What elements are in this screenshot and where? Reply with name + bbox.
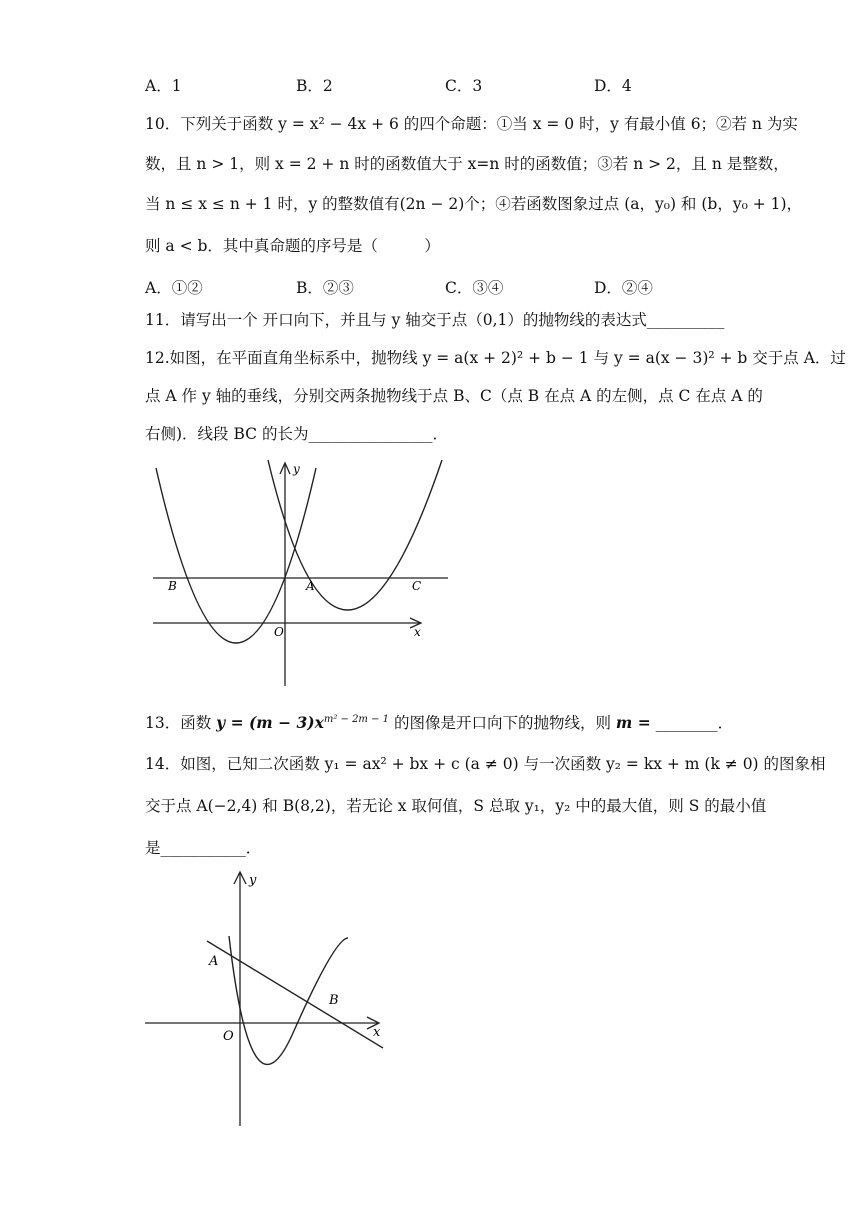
q9-option-b: B．2 xyxy=(296,77,333,95)
q13-exponent: m² − 2m − 1 xyxy=(323,714,390,725)
q13-prefix: 13．函数 xyxy=(145,714,212,733)
q12-point-b-label: B xyxy=(168,579,177,593)
q12-x-label: x xyxy=(414,625,421,639)
q12-point-c-label: C xyxy=(412,579,422,593)
q10-option-c: C．③④ xyxy=(445,279,504,297)
q13-suffix: 的图像是开口向下的抛物线，则 xyxy=(393,714,611,733)
q12-y-label: y xyxy=(293,462,300,476)
q14-line-1: 14．如图，已知二次函数 y₁ = ax² + bx + c (a ≠ 0) 与一次函数 y₂ = kx + m (k ≠ 0) 的图象相 xyxy=(145,755,826,773)
q12-line-2: 点 A 作 y 轴的垂线，分别交两条抛物线于点 B、C（点 B 在点 A 的左侧，点 C 在点 A 的 xyxy=(145,387,763,405)
q12-left-parabola xyxy=(156,468,316,643)
q12-line-3: 右侧)．线段 BC 的长为________________． xyxy=(145,425,448,443)
q14-x-label: x xyxy=(373,1025,381,1040)
q10-line-3: 当 n ≤ x ≤ n + 1 时，y 的整数值有(2n − 2)个；④若函数图象过点 (a，y₀) 和 (b，y₀ + 1)， xyxy=(145,195,803,213)
q14-origin-label: O xyxy=(223,1029,234,1044)
q12-line-1: 12.如图，在平面直角坐标系中，抛物线 y = a(x + 2)² + b − 1 与 y = a(x − 3)² + b 交于点 A．过 xyxy=(145,349,846,367)
q9-option-c: C．3 xyxy=(445,77,483,95)
q10-line-1: 10．下列关于函数 y = x² − 4x + 6 的四个命题：①当 x = 0 时，y 有最小值 6；②若 n 为实 xyxy=(145,115,798,133)
q14-point-a-label: A xyxy=(209,954,219,969)
q12-origin-label: O xyxy=(274,625,284,639)
q10-option-b: B．②③ xyxy=(296,279,354,297)
q14-line-2: 交于点 A(−2,4) 和 B(8,2)，若无论 x 取何值，S 总取 y₁，y₂ 中的最大值，则 S 的最小值 xyxy=(145,797,767,815)
q12-figure xyxy=(148,458,458,690)
q14-line-3: 是___________． xyxy=(145,839,262,857)
q14-y-label: y xyxy=(249,873,257,888)
question-13 xyxy=(145,710,733,733)
q10-line-2: 数，且 n > 1，则 x = 2 + n 时的函数值大于 x=n 时的函数值；③若 n > 2，且 n 是整数， xyxy=(145,155,789,173)
q13-answer-var: m = xyxy=(615,713,651,733)
q10-option-d: D．②④ xyxy=(594,279,653,297)
q14-figure xyxy=(143,868,393,1130)
q14-point-b-label: B xyxy=(329,993,339,1008)
q12-point-a-label: A xyxy=(306,579,315,593)
q10-line-4: 则 a < b．其中真命题的序号是（ ） xyxy=(145,237,440,255)
q9-option-d: D．4 xyxy=(594,77,632,95)
question-11: 11．请写出一个 开口向下，并且与 y 轴交于点（0,1）的抛物线的表达式__________ xyxy=(145,311,725,329)
q10-option-a: A．①② xyxy=(145,279,203,297)
q13-blank: ________． xyxy=(655,714,734,733)
q13-formula: y = (m − 3)x xyxy=(216,713,324,733)
q9-option-a: A．1 xyxy=(145,77,182,95)
